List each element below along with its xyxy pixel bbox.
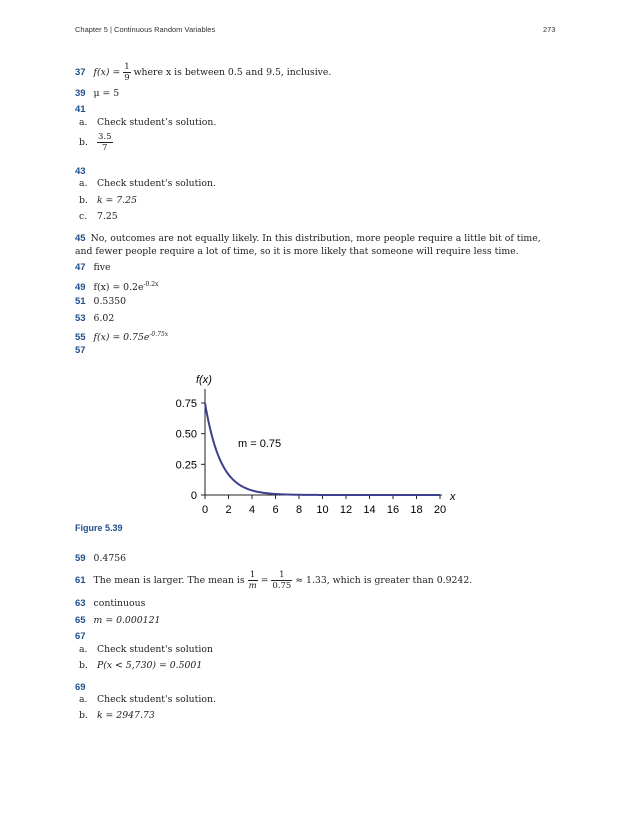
answer-text: m = 0.000121 — [93, 615, 161, 626]
answer-69 — [75, 682, 91, 694]
answer-text: No, outcomes are not equally likely. In this distribution, more people require a little bit of time, and fewer people require a lot of time, so it is more likely that someone will require less time. — [75, 233, 541, 257]
exponent: -0.75x — [149, 331, 169, 338]
answer-67-b — [79, 660, 202, 671]
answer-67-a — [79, 644, 213, 655]
answer-51 — [75, 296, 126, 308]
item-label: a. — [79, 117, 88, 128]
answer-number: 69 — [75, 682, 86, 693]
fraction — [97, 132, 113, 153]
answer-69-a — [79, 694, 216, 705]
answer-37 — [75, 62, 331, 83]
answer-43-a — [79, 178, 216, 189]
answer-41-a — [79, 117, 216, 128]
answer-59 — [75, 553, 126, 565]
answer-61 — [75, 570, 472, 591]
item-text: k = 7.25 — [96, 195, 138, 206]
item-text: Check student’s solution. — [96, 117, 217, 128]
approx-value: ≈ 1.33 — [295, 575, 327, 586]
x-axis-label: x — [450, 491, 456, 503]
fraction — [123, 62, 130, 83]
answer-number: 41 — [75, 104, 86, 115]
answer-55 — [75, 329, 168, 344]
item-text: Check student's solution. — [96, 178, 216, 189]
answer-41 — [75, 104, 91, 116]
answer-text: f(x) = 0.2e — [93, 282, 144, 294]
item-text: P(x < 5,730) = 0.5001 — [96, 660, 203, 671]
item-text: Check student's solution. — [96, 694, 216, 705]
answer-41-b — [79, 132, 113, 153]
numerator: 1 — [271, 570, 292, 581]
denominator: m — [248, 581, 257, 591]
answer-69-b — [79, 710, 155, 721]
item-label: a. — [79, 644, 88, 655]
answer-number: 59 — [75, 553, 86, 564]
denominator: 7 — [102, 143, 108, 153]
x-tick-label: 4 — [248, 504, 256, 516]
answer-number: 49 — [75, 282, 86, 294]
x-tick-label: 10 — [316, 504, 329, 516]
item-label: a. — [79, 694, 88, 705]
answer-49 — [75, 279, 158, 294]
answer-text: 0.4756 — [93, 553, 127, 564]
answer-number: 51 — [75, 296, 86, 307]
answer-number: 65 — [75, 615, 86, 626]
answer-number: 39 — [75, 88, 86, 99]
x-tick-label: 20 — [433, 504, 447, 516]
answer-number: 53 — [75, 313, 86, 324]
item-label: b. — [79, 195, 88, 206]
answer-63 — [75, 598, 145, 610]
answer-number: 45 — [75, 233, 86, 244]
y-axis-label: f(x) — [196, 374, 212, 386]
item-text: Check student's solution — [96, 644, 213, 655]
x-tick-label: 12 — [339, 504, 353, 516]
answer-text: μ = 5 — [93, 88, 120, 99]
x-tick-label: 14 — [363, 504, 376, 516]
y-tick-label: 0.25 — [175, 459, 197, 472]
page-number: 273 — [543, 25, 556, 34]
function-label: f(x) = — [93, 67, 121, 78]
answer-text: where x is between 0.5 and 9.5, inclusive. — [133, 67, 332, 78]
answer-number: 43 — [75, 166, 86, 177]
fraction — [248, 570, 258, 591]
y-tick-label: 0.75 — [175, 398, 197, 410]
x-tick-label: 2 — [225, 504, 232, 516]
answer-number: 61 — [75, 575, 86, 586]
curve-annotation: m = 0.75 — [238, 438, 282, 450]
answer-text: 6.02 — [93, 313, 115, 324]
answer-text: The mean is larger. The mean is — [93, 575, 245, 586]
answer-65 — [75, 615, 160, 627]
y-tick-label: 0.50 — [175, 428, 197, 441]
x-tick-label: 8 — [295, 504, 303, 516]
denominator: 0.75 — [272, 581, 292, 591]
answer-text: f(x) = 0.75e — [93, 332, 150, 344]
answer-43-c — [79, 211, 118, 222]
answer-number: 57 — [75, 345, 86, 356]
answer-43-b — [79, 195, 137, 206]
answer-number: 67 — [75, 631, 86, 642]
equals-sign: = — [260, 575, 269, 586]
numerator: 3.5 — [97, 132, 112, 142]
numerator: 1 — [248, 570, 258, 581]
item-label: b. — [79, 660, 88, 671]
answer-text-tail: , which is greater than 0.9242. — [326, 575, 473, 586]
answer-text: continuous — [93, 598, 146, 609]
running-header: Chapter 5 | Continuous Random Variables — [75, 25, 216, 34]
answer-number: 63 — [75, 598, 86, 609]
fraction — [271, 570, 292, 591]
item-label: b. — [79, 710, 88, 721]
answer-39 — [75, 88, 119, 100]
exponent: -0.2x — [143, 281, 159, 288]
item-label: b. — [79, 137, 88, 148]
answer-57 — [75, 345, 91, 357]
answer-43 — [75, 166, 91, 178]
item-label: c. — [79, 211, 88, 222]
answer-number: 37 — [75, 67, 86, 78]
answer-text: five — [93, 262, 111, 273]
x-tick-label: 18 — [410, 504, 423, 516]
y-tick-label: 0 — [190, 490, 197, 502]
x-tick-label: 16 — [386, 504, 400, 516]
answer-text: 0.5350 — [93, 296, 127, 307]
figure-caption: Figure 5.39 — [75, 523, 123, 533]
answer-47 — [75, 262, 111, 274]
x-tick-label: 6 — [272, 504, 279, 516]
exponential-pdf-chart — [160, 365, 480, 520]
denominator: 9 — [124, 73, 130, 83]
item-label: a. — [79, 178, 88, 189]
numerator: 1 — [124, 62, 130, 72]
answer-number: 47 — [75, 262, 86, 273]
item-text: k = 2947.73 — [96, 710, 155, 721]
x-tick-label: 0 — [201, 504, 209, 516]
answer-number: 55 — [75, 332, 86, 344]
answer-67 — [75, 631, 91, 643]
answer-53 — [75, 313, 114, 325]
item-text: 7.25 — [96, 211, 118, 222]
answer-45 — [75, 233, 557, 258]
